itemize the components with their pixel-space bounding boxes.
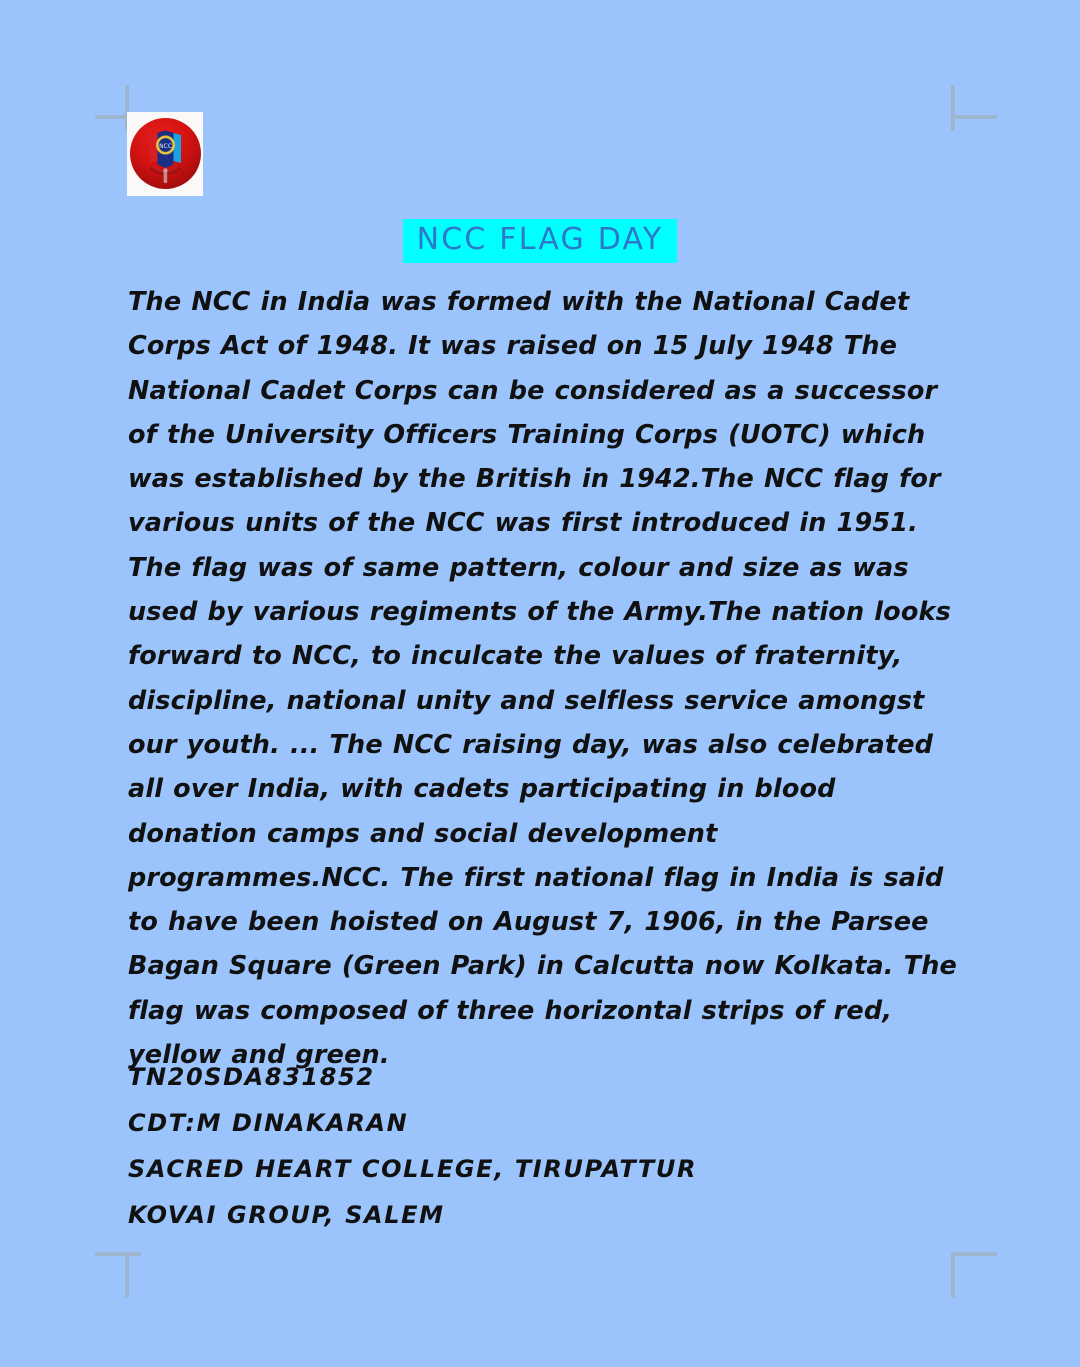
crop-mark-vertical-line [951, 1252, 955, 1298]
crop-mark-horizontal-line [951, 115, 997, 119]
crop-mark-vertical-line [125, 1252, 129, 1298]
crop-mark-top-right [939, 85, 985, 131]
body-paragraph: The NCC in India was formed with the National Cadet Corps Act of 1948. It was raised on 15 July 1948 The National Cadet Corps can be considered as a successor of the University Officers Training Corps (UOTC) which was established by the British in 1942.The NCC flag for various units of the NCC was first introduced in 1951. The flag was of same pattern, colour and size as was used by various regiments of the Army.The nation looks forward to NCC, to inculcate the values of fraternity, discipline, national unity and selfless service amongst our youth. ... The NCC raising day, was also celebrated all over India, with cadets participating in blood donation camps and social development programmes.NCC. The first national flag in India is said to have been hoisted on August 7, 1906, in the Parsee Bagan Square (Green Park) in Calcutta now Kolkata. The flag was composed of three horizontal strips of red, yellow and green. [128, 287, 957, 1071]
crop-mark-bottom-left [95, 1240, 141, 1286]
page-title: NCC FLAG DAY [403, 219, 678, 263]
signature-block [128, 1054, 968, 1238]
regimental-number: TN20SDA831852 [128, 1063, 375, 1091]
cadet-name: CDT:M DINAKARAN [128, 1109, 409, 1137]
crop-mark-horizontal-line [95, 1252, 141, 1256]
svg-text:NCC: NCC [159, 143, 172, 150]
ncc-emblem-icon [130, 118, 201, 189]
crop-mark-horizontal-line [951, 1252, 997, 1256]
ncc-logo-container [127, 112, 203, 196]
group-name: KOVAI GROUP, SALEM [128, 1201, 445, 1229]
institution-name: SACRED HEART COLLEGE, TIRUPATTUR [128, 1155, 698, 1183]
crop-mark-bottom-right [939, 1240, 985, 1286]
crop-mark-vertical-line [951, 85, 955, 131]
title-container [0, 219, 1080, 263]
ncc-shield-icon [130, 118, 201, 189]
